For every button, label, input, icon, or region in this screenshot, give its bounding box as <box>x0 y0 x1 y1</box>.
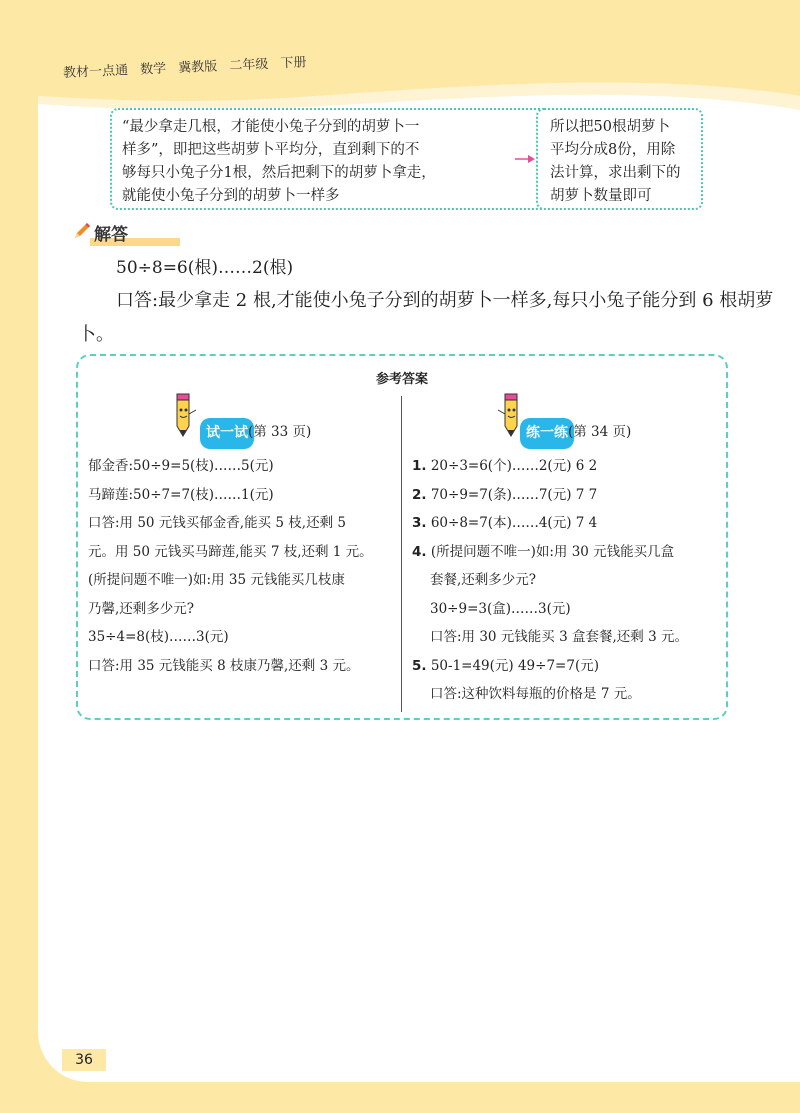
pencil-mascot-icon <box>168 392 198 440</box>
answer-line: 口答:用 35 元钱能买 8 枝康乃馨,还剩 3 元。 <box>88 657 360 674</box>
header-item: 二年级 <box>229 57 269 74</box>
answer-line: (所提问题不唯一)如:用 35 元钱能买几枝康 <box>88 572 345 588</box>
answer-line: 郁金香:50÷9=5(枝)……5(元) <box>88 458 274 474</box>
exercise-text: 口答:用 30 元钱能买 3 盒套餐,还剩 3 元。 <box>430 629 688 645</box>
page-reference: (第 34 页) <box>568 424 632 440</box>
reference-title: 参考答案 <box>375 372 428 387</box>
page-reference: (第 33 页) <box>248 424 312 440</box>
answer-title: 解答 <box>94 225 128 245</box>
hint-line: 样多”，即把这些胡萝卜平均分，直到剩下的不 <box>122 142 420 158</box>
exercise-number: 2. <box>412 486 427 503</box>
header-item: 数学 <box>139 61 167 78</box>
exercise-line <box>412 538 722 567</box>
exercise-number: 4. <box>412 543 427 560</box>
header-item: 下册 <box>280 55 307 72</box>
exercise-text: 口答:这种饮料每瓶的价格是 7 元。 <box>430 686 641 702</box>
header-item: 教材一点通 <box>62 63 129 81</box>
hint-box-method <box>536 108 703 210</box>
pencil-icon <box>72 221 92 241</box>
exercise-line <box>412 680 722 709</box>
answer-line: 马蹄莲:50÷7=7(枝)……1(元) <box>88 486 274 503</box>
hint-line: 胡萝卜数量即可 <box>550 188 652 204</box>
exercise-text: 套餐,还剩多少元? <box>430 572 537 588</box>
exercise-line <box>412 509 722 538</box>
hint-line: “最少拿走几根，才能使小兔子分到的胡萝卜一 <box>122 119 420 135</box>
hint-box-analysis <box>110 108 550 210</box>
answer-line: 乃馨,还剩多少元? <box>88 600 195 617</box>
exercise-number: 5. <box>412 657 427 674</box>
left-column <box>88 414 393 680</box>
hint-line: 法计算，求出剩下的 <box>550 165 681 181</box>
hint-line: 够每只小兔子分1根，然后把剩下的胡萝卜拿走， <box>122 165 436 181</box>
section-heading-practice <box>412 414 722 446</box>
answer-line: 35÷4=8(枝)……3(元) <box>88 629 229 645</box>
hint-line: 所以把50根胡萝卜 <box>550 119 670 135</box>
answer-line: 口答:用 50 元钱买郁金香,能买 5 枝,还剩 5 <box>88 515 346 531</box>
right-column <box>412 414 722 709</box>
answer-equation: 50÷8=6(根)……2(根) <box>116 258 294 278</box>
exercise-text: (所提问题不唯一)如:用 30 元钱能买几盒 <box>430 543 675 560</box>
exercise-line <box>412 652 722 681</box>
exercise-text: 30÷9=3(盒)……3(元) <box>430 600 571 617</box>
hint-line: 平均分成8份，用除 <box>550 142 676 158</box>
header-item: 冀教版 <box>177 59 218 76</box>
exercise-line <box>412 452 722 481</box>
answer-line: 元。用 50 元钱买马蹄莲,能买 7 枝,还剩 1 元。 <box>88 543 373 560</box>
exercise-number: 3. <box>412 515 427 531</box>
section-badge: 试一试 <box>200 418 254 449</box>
exercise-text: 20÷3=6(个)……2(元) 6 2 <box>430 458 598 474</box>
exercise-line <box>412 481 722 510</box>
section-heading-try <box>88 414 393 446</box>
reference-answers-box <box>76 354 728 720</box>
exercise-line <box>412 623 722 652</box>
section-badge: 练一练 <box>520 418 574 449</box>
arrow-right-icon <box>515 153 535 165</box>
exercise-text: 60÷8=7(本)……4(元) 7 4 <box>430 515 598 531</box>
exercise-number: 1. <box>412 458 427 474</box>
page-number: 36 <box>62 1049 106 1071</box>
exercise-line <box>412 595 722 624</box>
page <box>38 0 800 1082</box>
exercise-text: 50-1=49(元) 49÷7=7(元) <box>430 657 599 674</box>
column-divider <box>401 396 402 712</box>
answer-reply: 口答:最少拿走 2 根,才能使小兔子分到的胡萝卜一样多,每只小兔子能分到 6 根胡萝卜。 <box>78 290 774 345</box>
exercise-line <box>412 566 722 595</box>
exercise-text: 70÷9=7(条)……7(元) 7 7 <box>430 486 598 503</box>
hint-line: 就能使小兔子分到的胡萝卜一样多 <box>122 188 340 204</box>
